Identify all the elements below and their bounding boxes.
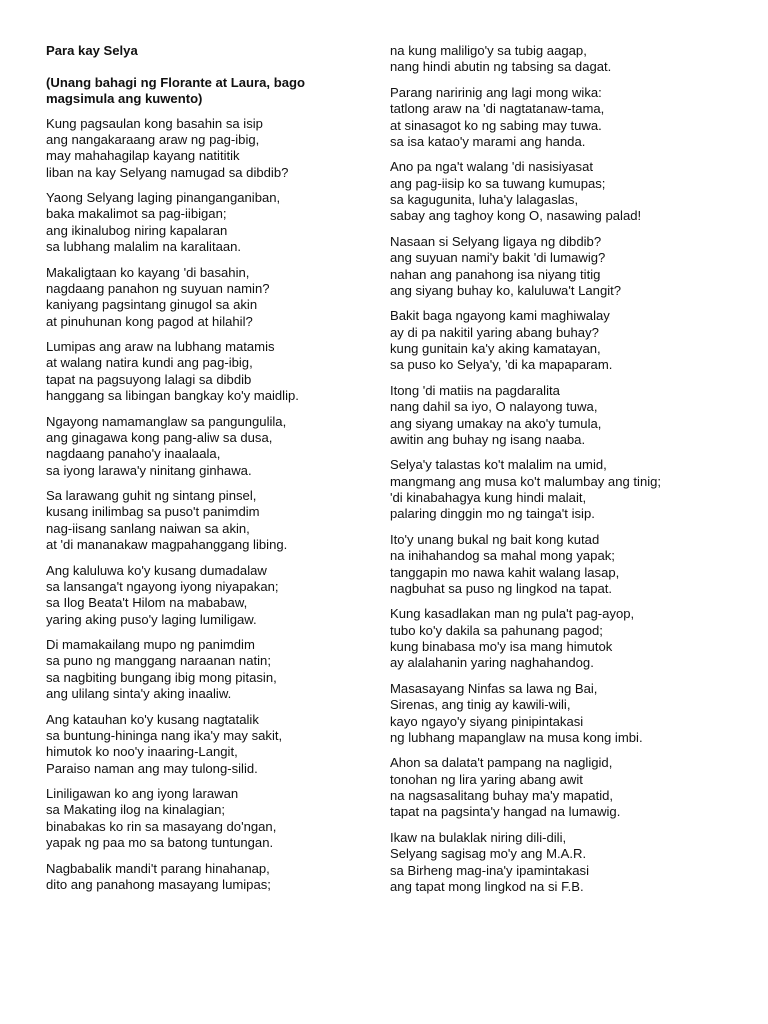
stanza <box>390 830 740 896</box>
poem-line: Ang katauhan ko'y kusang nagtatalik <box>46 711 259 727</box>
stanza <box>390 532 740 598</box>
poem-line: kung gunitain ka'y aking kamatayan, <box>390 341 601 356</box>
poem-line: sabay ang taghoy kong O, nasawing palad! <box>390 208 642 224</box>
poem-line: ay di pa nakitil yaring abang buhay? <box>390 324 599 340</box>
poem-line: sa buntung-hininga nang ika'y may sakit, <box>46 727 283 743</box>
poem-line: sa lubhang malalim na karalitaan. <box>46 239 242 255</box>
poem-line: Lumipas ang araw na lubhang matamis <box>46 339 275 354</box>
poem-line: ng lubhang mapanglaw na musa kong imbi. <box>390 729 643 745</box>
right-stanzas <box>390 43 740 895</box>
poem-line: hanggang sa libingan bangkay ko'y maidlip. <box>46 388 299 404</box>
poem-line: na nagsasalitang buhay ma'y mapatid, <box>390 788 614 803</box>
poem-line: awitin ang buhay ng isang naaba. <box>390 431 586 447</box>
poem-line: at sinasagot ko ng sabing may tuwa. <box>390 117 602 133</box>
poem-line: sa iyong larawa'y ninitang ginhawa. <box>46 462 252 478</box>
poem-line: ang pag-iisip ko sa tuwang kumupas; <box>390 175 606 191</box>
poem-line: binabakas ko rin sa masayang do'ngan, <box>46 818 277 834</box>
poem-line: liban na kay Selyang namugad sa dibdib? <box>46 164 289 180</box>
poem-line: Liniligawan ko ang iyong larawan <box>46 786 239 801</box>
stanza <box>390 159 740 225</box>
poem-line: na inihahandog sa mahal mong yapak; <box>390 548 615 564</box>
poem-line: sa nagbiting bungang ibig mong pitasin, <box>46 669 277 685</box>
poem-line: Selya'y talastas ko't malalim na umid, <box>390 457 607 473</box>
poem-line: Ano pa nga't walang 'di nasisiyasat <box>390 159 593 175</box>
poem-line: Kung pagsaulan kong basahin sa isip <box>46 115 263 131</box>
poem-line: may mahahagilap kayang natititik <box>46 148 240 164</box>
poem-line: na kung maliligo'y sa tubig aagap, <box>390 43 587 58</box>
poem-line: Nagbabalik mandi't parang hinahanap, <box>46 860 270 876</box>
stanza <box>46 861 376 894</box>
poem-line: tonohan ng lira yaring abang awit <box>390 771 583 787</box>
poem-line: sa Ilog Beata't Hilom na mababaw, <box>46 595 248 611</box>
poem-line: Paraiso naman ang may tulong-silid. <box>46 760 258 776</box>
poem-line: Ikaw na bulaklak niring dili-dili, <box>390 829 567 845</box>
stanza <box>46 190 376 256</box>
stanza <box>390 234 740 300</box>
poem-line: mangmang ang musa ko't malumbay ang tinig; <box>390 473 662 489</box>
left-column <box>46 43 376 902</box>
poem-line: ang tapat mong lingkod na si F.B. <box>390 878 584 894</box>
poem-line: kusang inilimbag sa puso't panimdim <box>46 504 260 520</box>
poem-line: Ahon sa dalata't pampang na nagligid, <box>390 755 613 771</box>
stanza <box>390 606 740 672</box>
subtitle-line: (Unang bahagi ng Florante at Laura, bago <box>46 74 305 90</box>
poem-line: Bakit baga ngayong kami maghiwalay <box>390 308 610 324</box>
stanza <box>390 755 740 821</box>
poem-line: kayo ngayo'y siyang pinipintakasi <box>390 713 584 729</box>
poem-line: nang hindi abutin ng tabsing sa dagat. <box>390 59 612 75</box>
poem-line: at pinuhunan kong pagod at hilahil? <box>46 313 253 329</box>
stanza <box>46 265 376 331</box>
poem-line: tapat na pagsinta'y hangad na lumawig. <box>390 804 621 820</box>
poem-title: Para kay Selya <box>46 43 138 58</box>
poem-subtitle <box>46 75 376 108</box>
poem-line: himutok ko noo'y inaaring-Langit, <box>46 744 238 760</box>
poem-line: sa puno ng manggang naraanan natin; <box>46 653 271 669</box>
poem-line: at walang natira kundi ang pag-ibig, <box>46 355 253 371</box>
poem-line: Sirenas, ang tinig ay kawili-wili, <box>390 697 571 713</box>
poem-line: sa kagugunita, luha'y lalagaslas, <box>390 192 579 207</box>
stanza <box>390 308 740 374</box>
poem-line: tatlong araw na 'di nagtatanaw-tama, <box>390 101 605 117</box>
stanza <box>46 116 376 182</box>
stanza <box>390 681 740 747</box>
poem-line: sa isa katao'y marami ang handa. <box>390 133 586 149</box>
poem-line: ang suyuan nami'y bakit 'di lumawig? <box>390 250 606 266</box>
poem-line: 'di kinabahagya kung hindi malait, <box>390 490 587 505</box>
poem-line: yapak ng paa mo sa batong tuntungan. <box>46 835 274 851</box>
poem-line: nag-iisang sanlang naiwan sa akin, <box>46 520 250 536</box>
stanza <box>46 637 376 703</box>
poem-line: ang siyang buhay ko, kaluluwa't Langit? <box>390 282 622 298</box>
poem-line: tubo ko'y dakila sa pahunang pagod; <box>390 622 603 638</box>
poem-line: Ito'y unang bukal ng bait kong kutad <box>390 531 600 547</box>
poem-line: Makaligtaan ko kayang 'di basahin, <box>46 264 250 280</box>
stanza <box>46 712 376 778</box>
poem-line: sa Birheng mag-ina'y ipamintakasi <box>390 862 590 878</box>
poem-line: kung binabasa mo'y isa mang himutok <box>390 639 613 654</box>
poem-line: Kung kasadlakan man ng pula't pag-ayop, <box>390 606 635 622</box>
poem-line: tapat na pagsuyong lalagi sa dibdib <box>46 371 252 387</box>
poem-line: sa Makating ilog na kinalagian; <box>46 802 226 818</box>
poem-line: kaniyang pagsintang ginugol sa akin <box>46 297 258 313</box>
poem-line: Ngayong namamanglaw sa pangungulila, <box>46 413 287 429</box>
poem-line: Yaong Selyang laging pinanganganiban, <box>46 190 281 205</box>
right-column <box>390 43 740 904</box>
poem-line: ang siyang umakay na ako'y tumula, <box>390 415 602 431</box>
stanza <box>390 457 740 523</box>
poem-line: nang dahil sa iyo, O nalayong tuwa, <box>390 399 598 415</box>
poem-line: at 'di mananakaw magpahanggang libing. <box>46 537 288 553</box>
stanza <box>46 786 376 852</box>
poem-line: nagbuhat sa puso ng lingkod na tapat. <box>390 580 613 596</box>
stanza <box>46 488 376 554</box>
stanza <box>390 43 740 76</box>
poem-line: sa lansanga't ngayong iyong niyapakan; <box>46 578 279 594</box>
poem-line: baka makalimot sa pag-iibigan; <box>46 206 227 222</box>
poem-line: Parang naririnig ang lagi mong wika: <box>390 84 602 100</box>
poem-line: ang ikinalubog niring kapalaran <box>46 222 228 238</box>
poem-line: Ang kaluluwa ko'y kusang dumadalaw <box>46 562 267 578</box>
subtitle-line: magsimula ang kuwento) <box>46 91 203 106</box>
stanza <box>46 414 376 480</box>
poem-line: Selyang sagisag mo'y ang M.A.R. <box>390 846 587 862</box>
poem-line: Itong 'di matiis na pagdaralita <box>390 382 560 398</box>
poem-line: Masasayang Ninfas sa lawa ng Bai, <box>390 680 598 696</box>
poem-line: sa puso ko Selya'y, 'di ka mapaparam. <box>390 357 613 373</box>
poem-line: Nasaan si Selyang ligaya ng dibdib? <box>390 233 602 249</box>
stanza <box>46 339 376 405</box>
poem-line: nagdaang panaho'y inaalaala, <box>46 446 221 462</box>
left-stanzas <box>46 116 376 894</box>
poem-line: tanggapin mo nawa kahit walang lasap, <box>390 564 620 580</box>
stanza <box>390 383 740 449</box>
poem-line: ang ulilang sinta'y aking inaaliw. <box>46 686 232 702</box>
poem-line: ang nangakaraang araw ng pag-ibig, <box>46 131 260 147</box>
stanza <box>46 563 376 629</box>
poem-line: nagdaang panahon ng suyuan namin? <box>46 280 270 296</box>
poem-line: Sa larawang guhit ng sintang pinsel, <box>46 488 257 503</box>
poem-line: Di mamakailang mupo ng panimdim <box>46 637 255 652</box>
stanza <box>390 85 740 151</box>
poem-line: ang ginagawa kong pang-aliw sa dusa, <box>46 429 273 445</box>
poem-line: palaring dinggin mo ng tainga't isip. <box>390 506 595 522</box>
poem-line: dito ang panahong masayang lumipas; <box>46 876 271 892</box>
poem-line: ay alalahanin yaring naghahandog. <box>390 655 594 671</box>
poem-line: yaring aking puso'y laging lumiligaw. <box>46 611 257 627</box>
poem-line: nahan ang panahong isa niyang titig <box>390 266 601 282</box>
